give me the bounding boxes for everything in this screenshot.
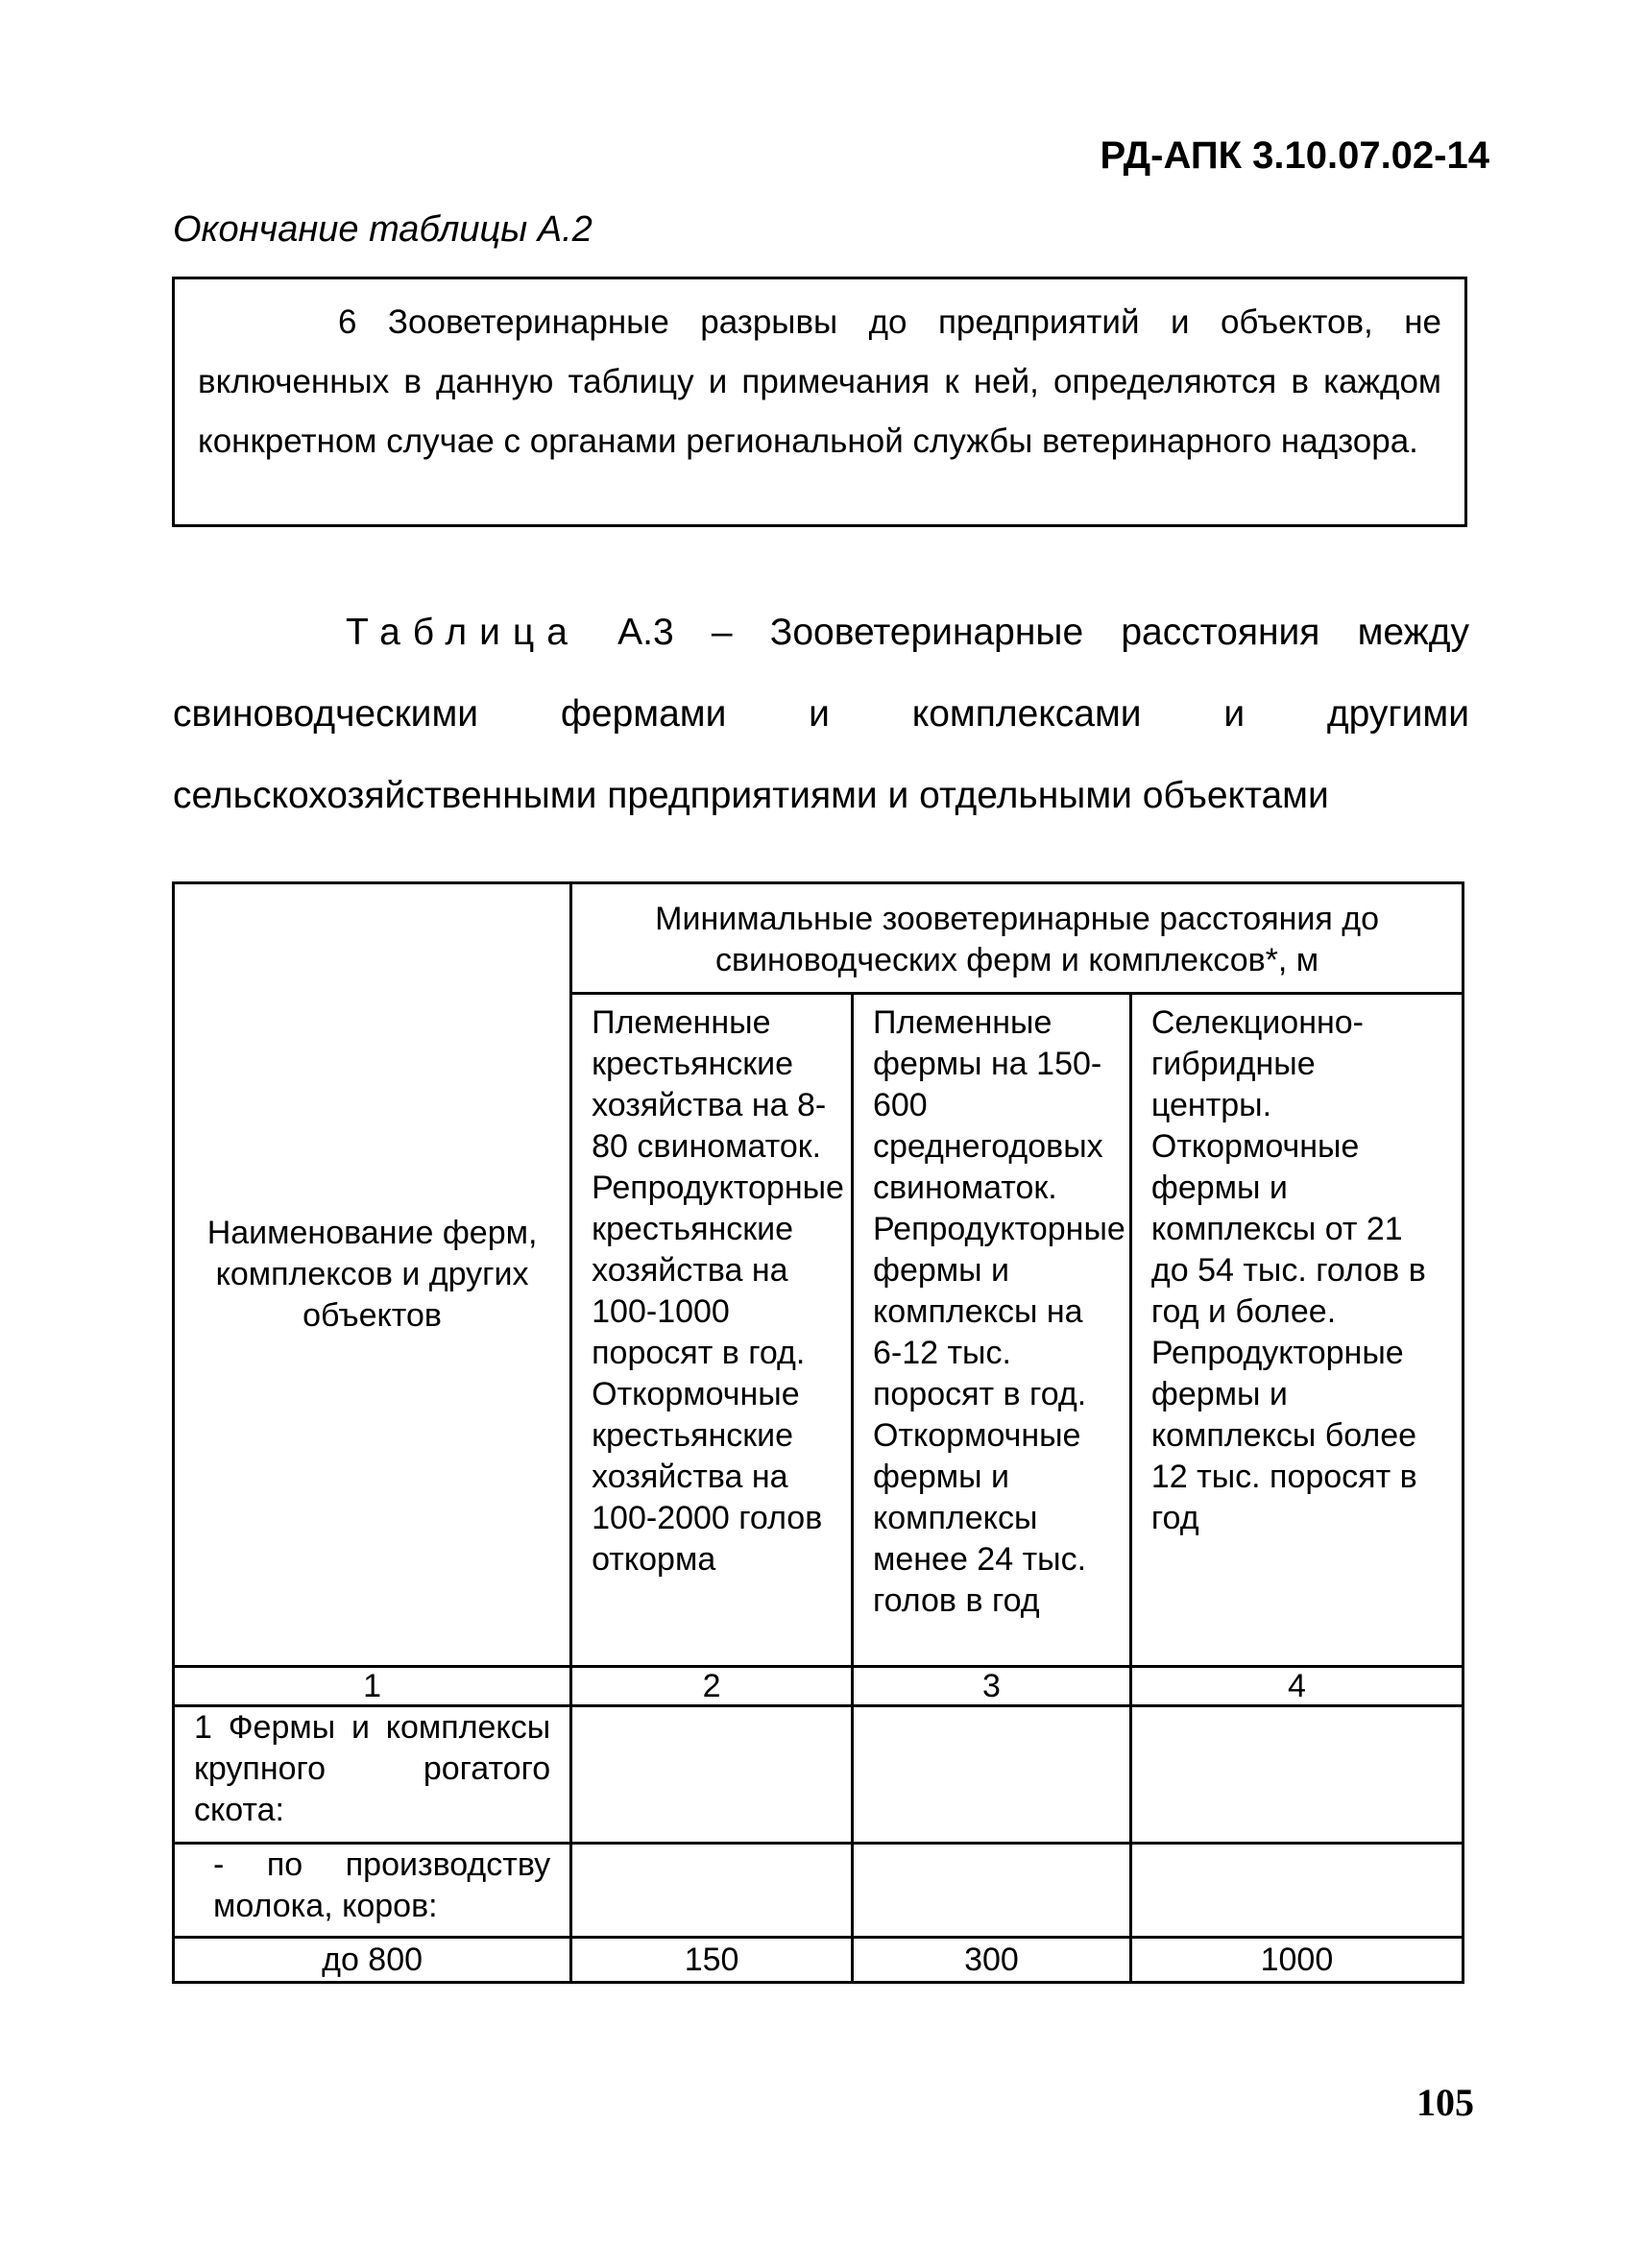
value-cell: 150 — [571, 1938, 853, 1983]
row-name-cell: 1 Фермы и комплексы крупного рогатого скота: — [174, 1706, 571, 1844]
table-row — [174, 1938, 1464, 1983]
note-text: 6 Зооветеринарные разрывы до предприятий и объектов, не включенных в данную таблицу и примечания к ней, определяются в каждом конкретном случае с органами региональной службы ветеринарного надзора. — [198, 303, 1441, 460]
distance-table — [172, 881, 1464, 1984]
table-title — [173, 591, 1469, 836]
note-box — [172, 277, 1467, 527]
page-number: 105 — [1416, 2081, 1474, 2124]
table-title-number: А.3 — [617, 612, 674, 653]
value-cell: 1000 — [1130, 1938, 1463, 1983]
row-name-cell: - по производству молока, коров: — [174, 1844, 571, 1938]
header-col2-cell: Племенные крестьянские хозяйства на 8-80 свиноматок. Репродукторные крестьянские хозяйства на 100-1000 поросят в год. Откормочные крестьянские хозяйства на 100-2000 голов откорма — [571, 994, 853, 1667]
header-col4-cell: Селекционно-гибридные центры. Откормочные фермы и комплексы от 21 до 54 тыс. голов в год и более. Репродукторные фермы и комплексы более 12 тыс. поросят в год — [1130, 994, 1463, 1667]
col-number: 4 — [1130, 1667, 1463, 1706]
col-number: 3 — [852, 1667, 1130, 1706]
table-title-text: – Зооветеринарные расстояния между свиноводческими фермами и комплексами и другими сельскохозяйственными предприятиями и отдельными объектами — [173, 612, 1469, 816]
table-continuation-caption: Окончание таблицы А.2 — [173, 209, 593, 250]
col-number: 1 — [174, 1667, 571, 1706]
row-name-cell: до 800 — [174, 1938, 571, 1983]
table-title-label: Таблица — [346, 612, 580, 653]
value-cell — [852, 1844, 1130, 1938]
header-group-cell: Минимальные зооветеринарные расстояния до свиноводческих ферм и комплексов*, м — [571, 883, 1464, 994]
value-cell — [852, 1706, 1130, 1844]
value-cell — [571, 1706, 853, 1844]
column-number-row — [174, 1667, 1464, 1706]
value-cell: 300 — [852, 1938, 1130, 1983]
value-cell — [1130, 1844, 1463, 1938]
table-row — [174, 1706, 1464, 1844]
header-col3-cell: Племенные фермы на 150-600 среднегодовых свиноматок. Репродукторные фермы и комплексы на 6-12 тыс. поросят в год. Откормочные фермы и комплексы менее 24 тыс. голов в год — [852, 994, 1130, 1667]
document-code: РД-АПК 3.10.07.02-14 — [1100, 134, 1489, 177]
value-cell — [1130, 1706, 1463, 1844]
col-number: 2 — [571, 1667, 853, 1706]
table-row — [174, 1844, 1464, 1938]
header-name-cell: Наименование ферм, комплексов и других объектов — [174, 883, 571, 1667]
value-cell — [571, 1844, 853, 1938]
